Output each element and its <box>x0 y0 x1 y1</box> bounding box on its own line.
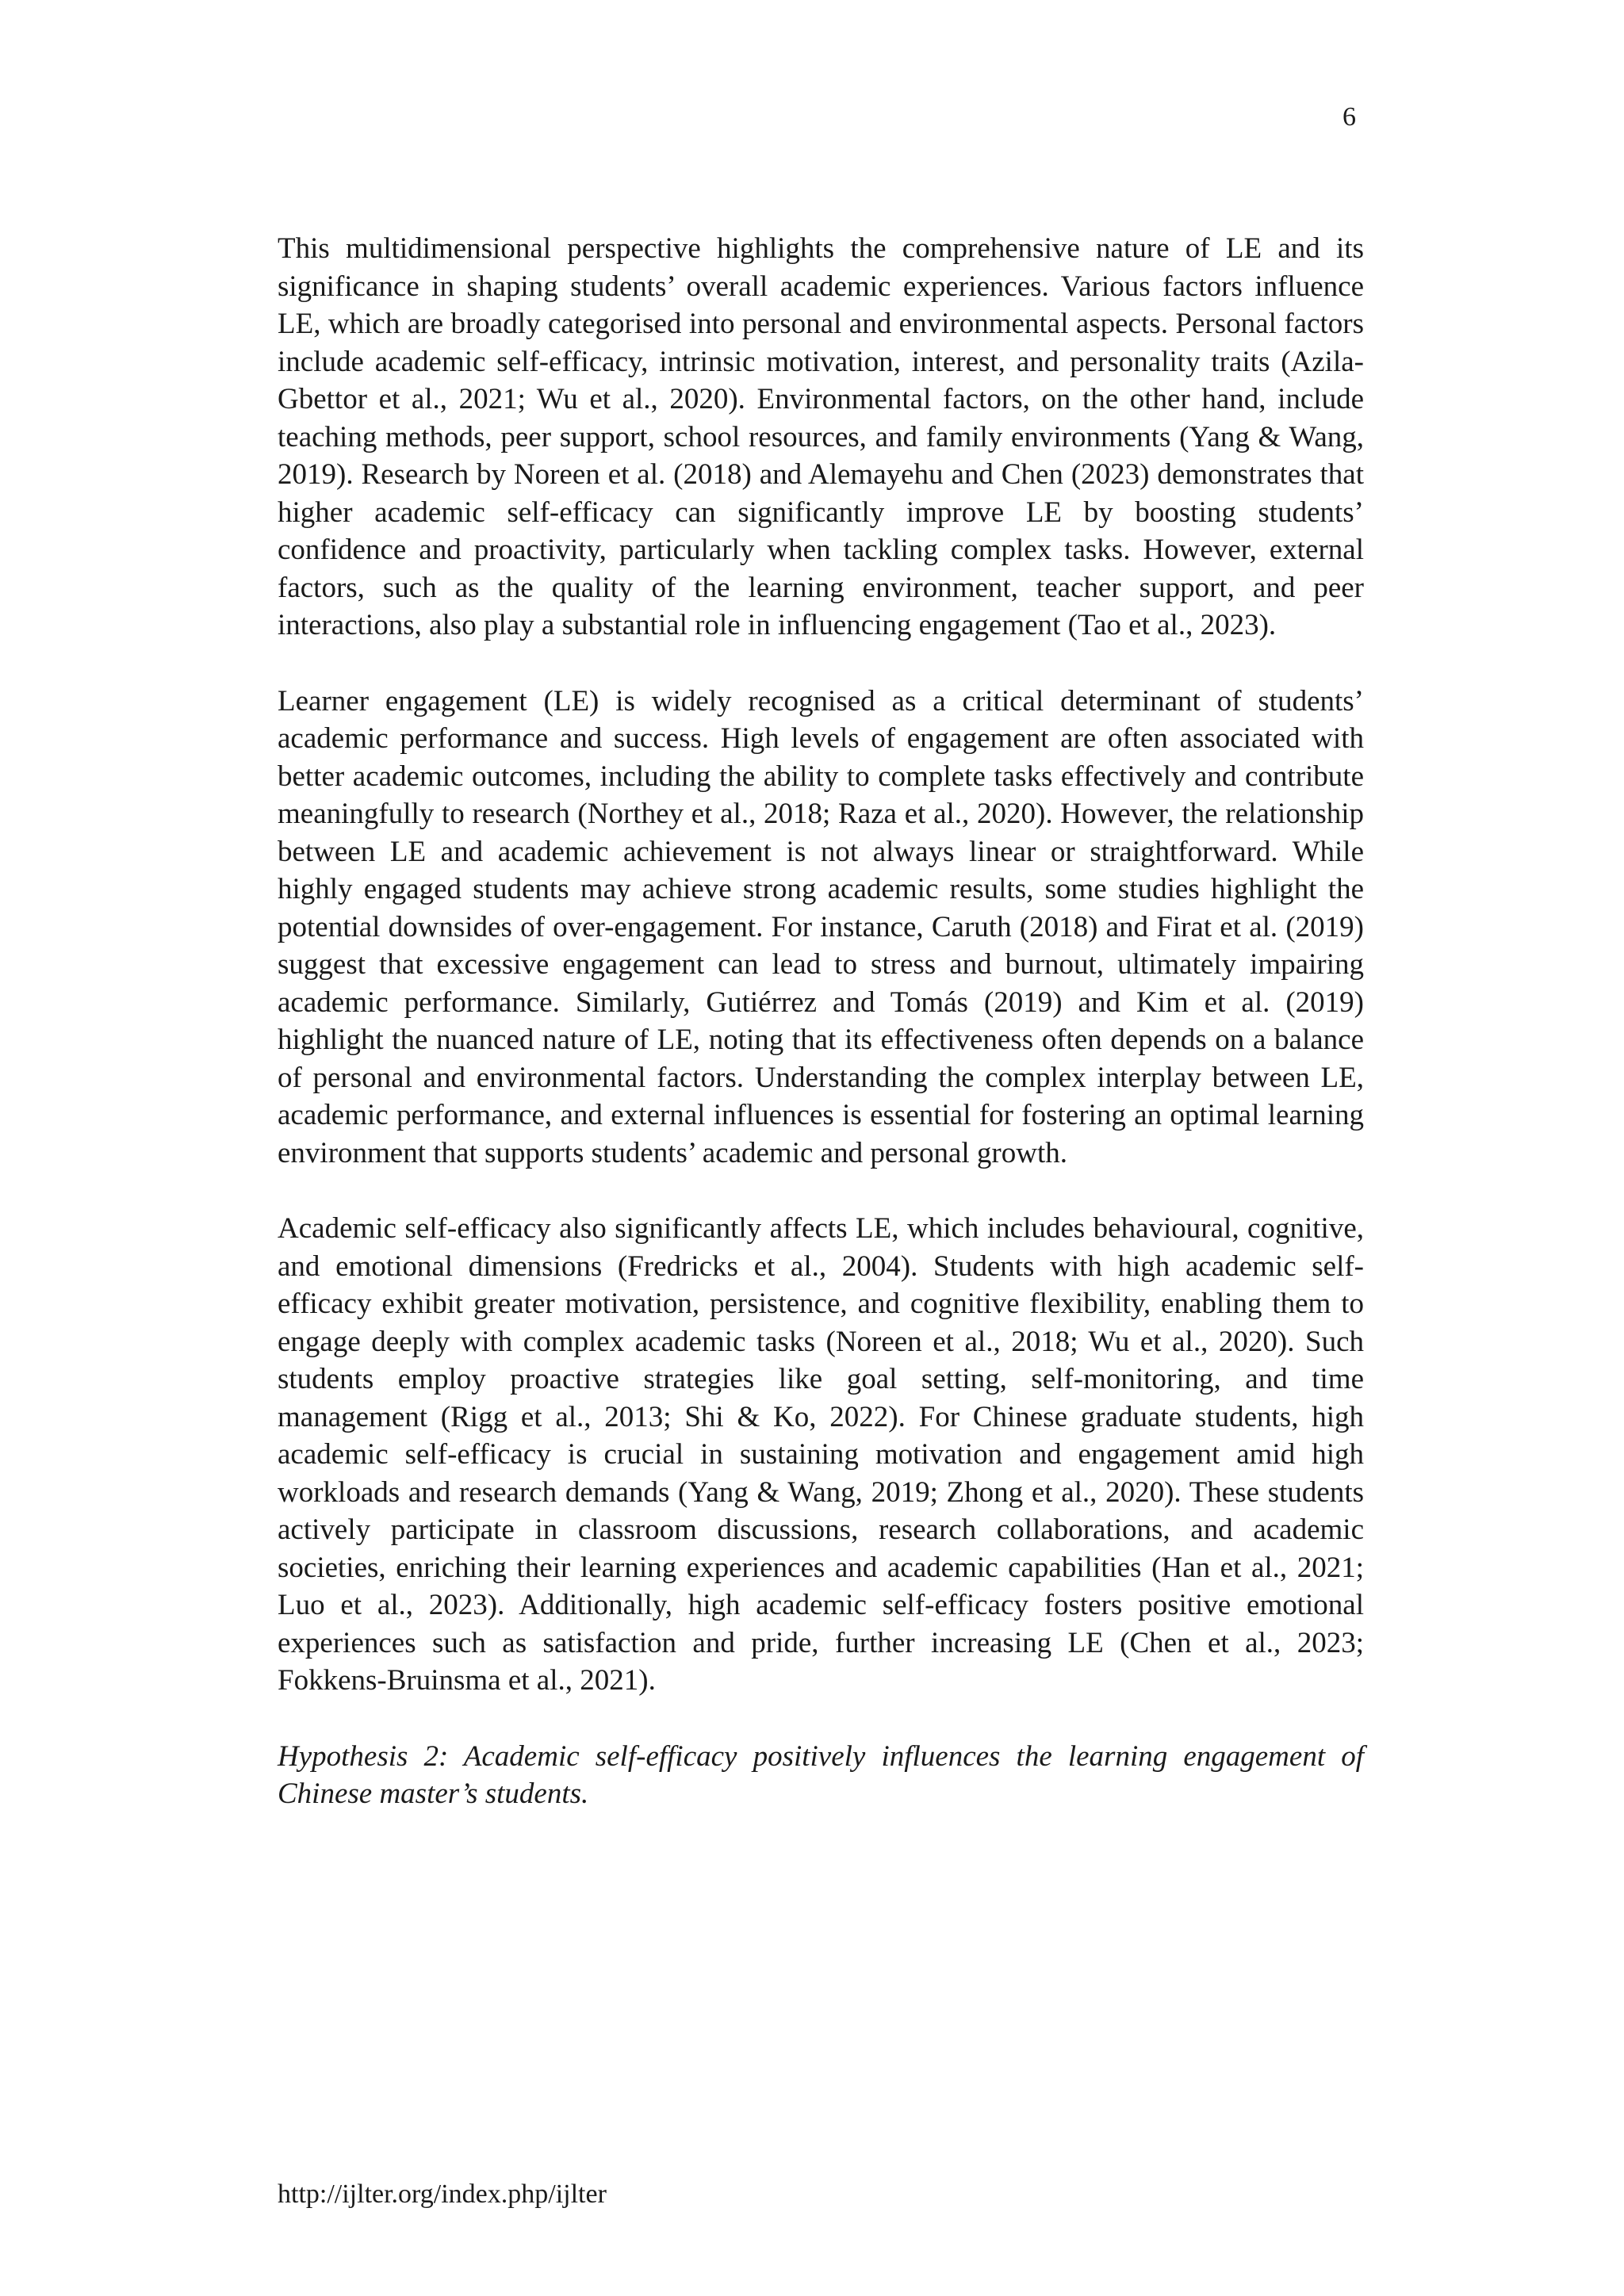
paragraph-le-factors: This multidimensional perspective highlights the comprehensive nature of LE and its significance in shaping students’ overall academic experiences. Various factors influence LE, which are broadly categorised into personal and environmental aspects. Personal factors include academic self-efficacy, intrinsic motivation, interest, and personality traits (Azila-Gbettor et al., 2021; Wu et al., 2020). Environmental factors, on the other hand, include teaching methods, peer support, school resources, and family environments (Yang & Wang, 2019). Research by Noreen et al. (2018) and Alemayehu and Chen (2023) demonstrates that higher academic self-efficacy can significantly improve LE by boosting students’ confidence and proactivity, particularly when tackling complex tasks. However, external factors, such as the quality of the learning environment, teacher support, and peer interactions, also play a substantial role in influencing engagement (Tao et al., 2023). <box>278 232 1364 641</box>
body-text <box>278 230 1364 1851</box>
hypothesis-2: Hypothesis 2: Academic self-efficacy positively influences the learning engagement of Chinese master’s students. <box>278 1739 1364 1810</box>
paragraph-self-efficacy: Academic self-efficacy also significantly affects LE, which includes behavioural, cognitive, and emotional dimensions (Fredricks et al., 2004). Students with high academic self-efficacy exhibit greater motivation, persistence, and cognitive flexibility, enabling them to engage deeply with complex academic tasks (Noreen et al., 2018; Wu et al., 2020). Such students employ proactive strategies like goal setting, self-monitoring, and time management (Rigg et al., 2013; Shi & Ko, 2022). For Chinese graduate students, high academic self-efficacy is crucial in sustaining motivation and engagement amid high workloads and research demands (Yang & Wang, 2019; Zhong et al., 2020). These students actively participate in classroom discussions, research collaborations, and academic societies, enriching their learning experiences and academic capabilities (Han et al., 2021; Luo et al., 2023). Additionally, high academic self-efficacy fosters positive emotional experiences such as satisfaction and pride, further increasing LE (Chen et al., 2023; Fokkens-Bruinsma et al., 2021). <box>278 1212 1364 1697</box>
footer-url-link[interactable]: http://ijlter.org/index.php/ijlter <box>278 2179 607 2209</box>
page-number: 6 <box>1342 102 1356 132</box>
paragraph-le-performance: Learner engagement (LE) is widely recognised as a critical determinant of students’ academic performance and success. High levels of engagement are often associated with better academic outcomes, including the ability to complete tasks effectively and contribute meaningfully to research (Northey et al., 2018; Raza et al., 2020). However, the relationship between LE and academic achievement is not always linear or straightforward. While highly engaged students may achieve strong academic results, some studies highlight the potential downsides of over-engagement. For instance, Caruth (2018) and Firat et al. (2019) suggest that excessive engagement can lead to stress and burnout, ultimately impairing academic performance. Similarly, Gutiérrez and Tomás (2019) and Kim et al. (2019) highlight the nuanced nature of LE, noting that its effectiveness often depends on a balance of personal and environmental factors. Understanding the complex interplay between LE, academic performance, and external influences is essential for fostering an optimal learning environment that supports students’ academic and personal growth. <box>278 684 1364 1169</box>
